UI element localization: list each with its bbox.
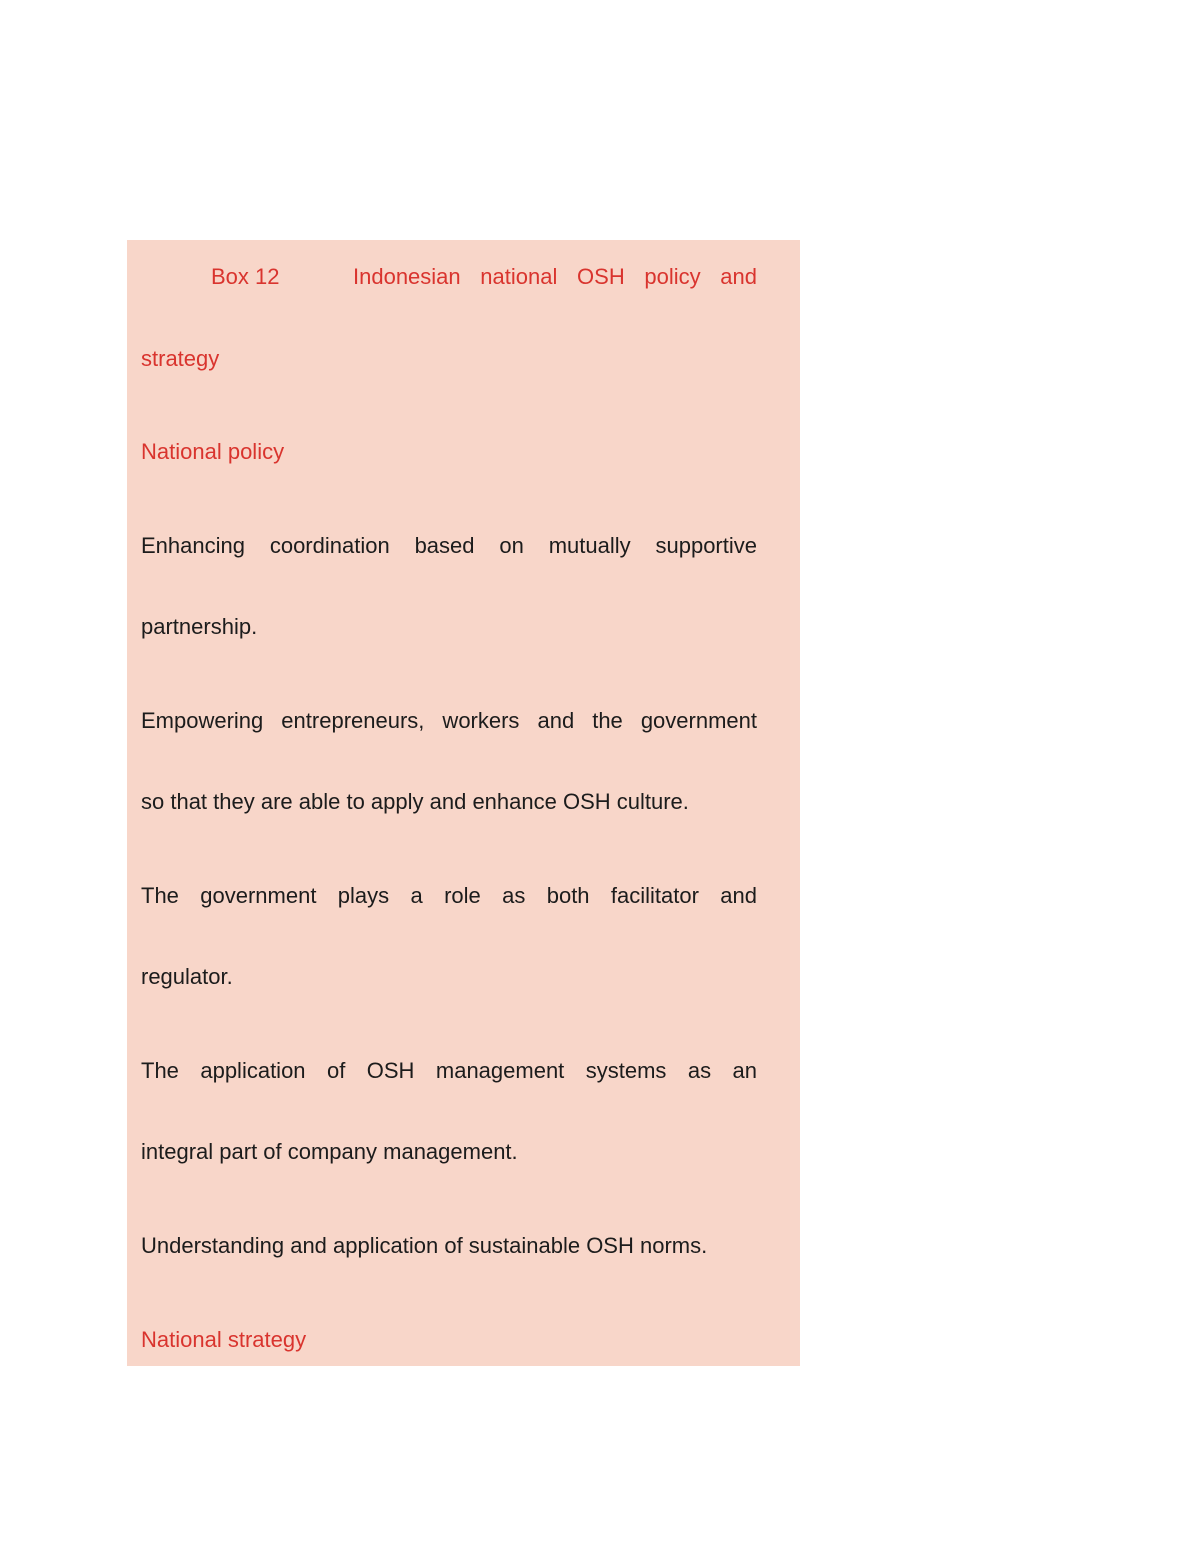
policy-item-3-line-1: The government plays a role as both facilitator and bbox=[141, 883, 757, 908]
box-title: Indonesian national OSH policy and bbox=[353, 264, 757, 289]
policy-item-3-line-2: regulator. bbox=[141, 964, 233, 989]
strategy-heading: National strategy bbox=[141, 1327, 307, 1352]
policy-item-2-line-1: Empowering entrepreneurs, workers and the government bbox=[141, 708, 757, 733]
box-title-line bbox=[141, 263, 757, 291]
policy-item-4-line-2: integral part of company management. bbox=[141, 1139, 518, 1164]
box-title-continuation: strategy bbox=[141, 346, 220, 371]
policy-item-5: Understanding and application of sustainable OSH norms. bbox=[141, 1233, 708, 1258]
policy-heading: National policy bbox=[141, 439, 285, 464]
policy-item-1-line-1: Enhancing coordination based on mutually supportive bbox=[141, 533, 757, 558]
policy-item-4-line-1: The application of OSH management systems as an bbox=[141, 1058, 757, 1083]
box-number-label: Box 12 bbox=[211, 264, 280, 289]
info-box bbox=[127, 240, 800, 1366]
policy-item-1-line-2: partnership. bbox=[141, 614, 258, 639]
policy-item-2-line-2: so that they are able to apply and enhance OSH culture. bbox=[141, 789, 689, 814]
